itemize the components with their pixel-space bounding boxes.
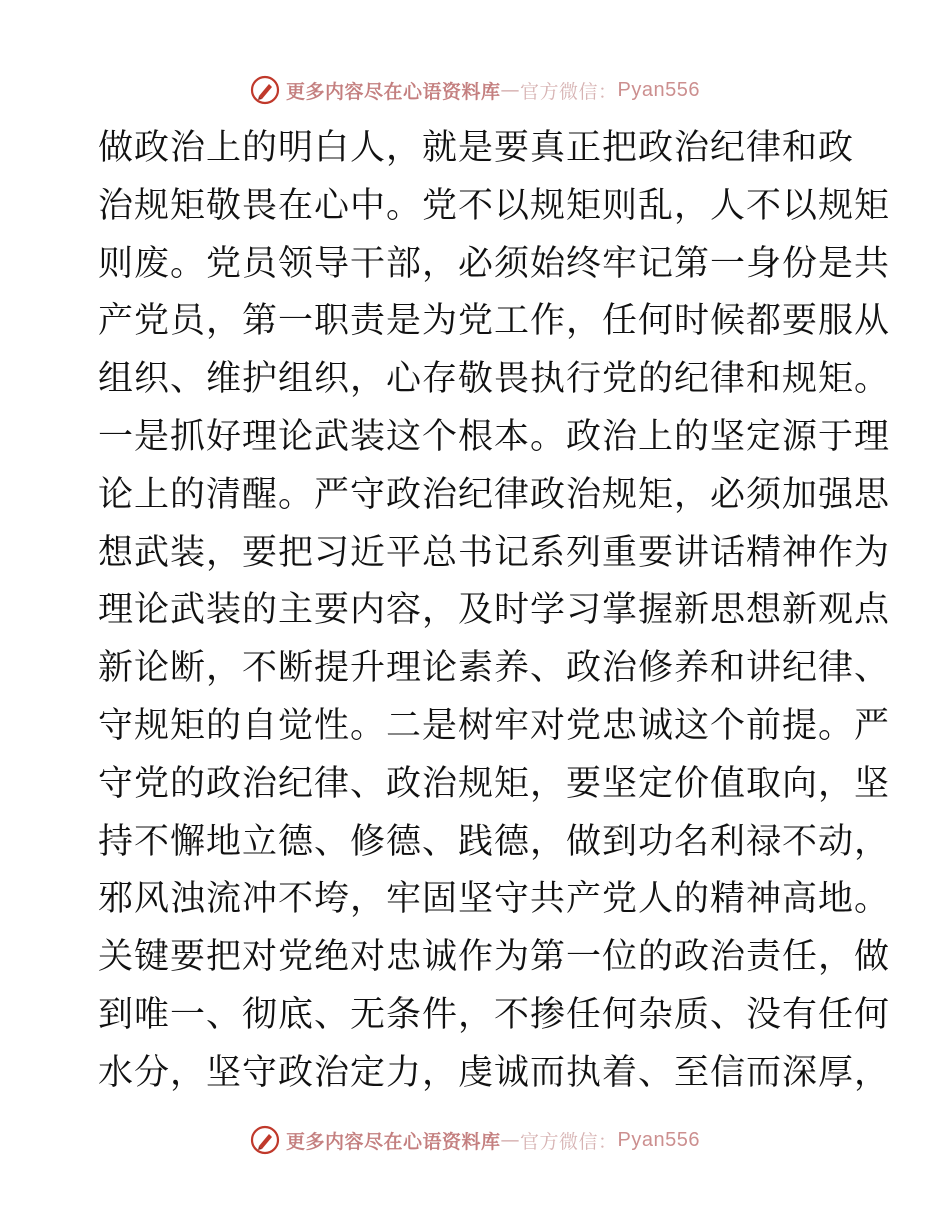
text-line: 守规矩的自觉性。二是树牢对党忠诚这个前提。严 — [98, 705, 891, 746]
pen-logo-icon — [250, 1125, 280, 1155]
watermark-separator: — — [500, 79, 521, 101]
text-line: 做政治上的明白人，就是要真正把政治纪律和政 — [98, 128, 855, 168]
text-line: 想武装，要把习近平总书记系列重要讲话精神作为 — [98, 532, 891, 573]
text-line: 水分，坚守政治定力，虔诚而执着、至信而深厚， — [98, 1052, 891, 1093]
footer-watermark — [0, 1120, 950, 1160]
document-body — [98, 120, 891, 1103]
watermark-wechat-id: Pyan556 — [617, 1128, 700, 1151]
header-watermark — [0, 70, 950, 110]
watermark-main-text: 更多内容尽在心语资料库 — [286, 80, 501, 103]
watermark-wechat-label: 官方微信： — [520, 1130, 618, 1153]
text-line: 产党员，第一职责是为党工作，任何时候都要服从 — [98, 301, 891, 342]
text-line: 邪风浊流冲不垮，牢固坚守共产党人的精神高地。 — [98, 879, 891, 920]
watermark-separator: — — [500, 1129, 521, 1151]
text-line: 新论断，不断提升理论素养、政治修养和讲纪律、 — [98, 648, 891, 689]
text-line: 论上的清醒。严守政治纪律政治规矩，必须加强思 — [98, 474, 891, 515]
text-line: 则废。党员领导干部，必须始终牢记第一身份是共 — [98, 243, 891, 284]
watermark-wechat-label: 官方微信： — [520, 80, 618, 103]
text-line: 守党的政治纪律、政治规矩，要坚定价值取向，坚 — [98, 763, 891, 804]
text-line: 一是抓好理论武装这个根本。政治上的坚定源于理 — [98, 416, 891, 457]
text-line: 关键要把对党绝对忠诚作为第一位的政治责任，做 — [98, 937, 891, 978]
pen-logo-icon — [250, 75, 280, 105]
watermark-wechat-id: Pyan556 — [617, 78, 700, 101]
text-line: 持不懈地立德、修德、践德，做到功名利禄不动， — [98, 821, 891, 862]
watermark-main-text: 更多内容尽在心语资料库 — [286, 1130, 501, 1153]
text-line: 组织、维护组织，心存敬畏执行党的纪律和规矩。 — [98, 359, 891, 400]
text-line: 治规矩敬畏在心中。党不以规矩则乱，人不以规矩 — [98, 185, 891, 226]
text-line: 理论武装的主要内容，及时学习掌握新思想新观点 — [98, 590, 891, 631]
text-line: 到唯一、彻底、无条件，不掺任何杂质、没有任何 — [98, 994, 891, 1035]
